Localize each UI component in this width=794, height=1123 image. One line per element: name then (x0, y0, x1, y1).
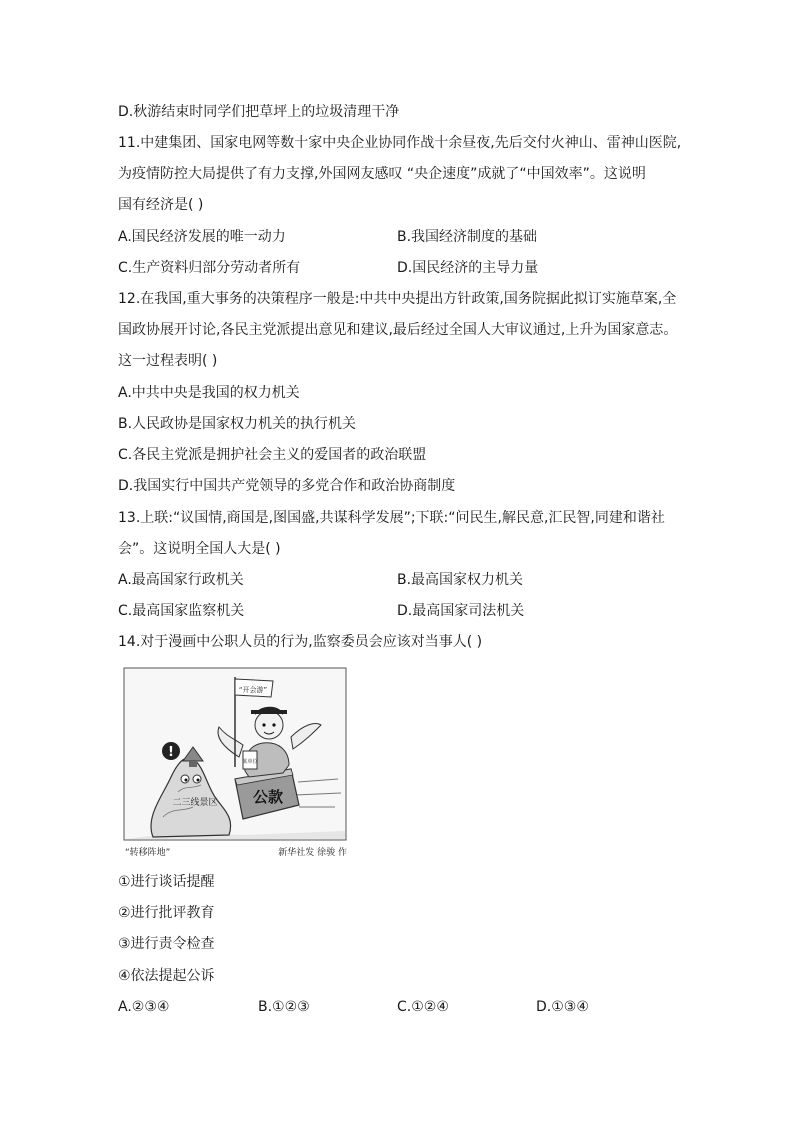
q14-item-3: ③进行责令检查 (118, 936, 215, 952)
q13-option-d: D.最高国家司法机关 (397, 603, 525, 619)
q12-stem-line-1: 12.在我国,重大事务的决策程序一般是:中共中央提出方针政策,国务院据此拟订实施草案,全 (118, 291, 677, 307)
q11-stem-line-2: 为疫情防控大局提供了有力支撑,外国网友感叹 “央企速度”成就了“中国效率”。这说明 (118, 166, 646, 182)
q12-option-a: A.中共中央是我国的权力机关 (118, 385, 300, 401)
q14-option-d: D.①③④ (536, 999, 589, 1015)
q13-option-c: C.最高国家监察机关 (118, 603, 245, 619)
q12-option-c: C.各民主党派是拥护社会主义的爱国者的政治联盟 (118, 447, 427, 463)
cartoon-caption-right: 新华社发 徐骏 作 (278, 848, 347, 858)
cartoon-caption-left: “转移阵地” (125, 848, 171, 858)
q11-option-c: C.生产资料归部分劳动者所有 (118, 260, 301, 276)
flag-label: “开会游” (238, 686, 268, 694)
mountain-label: 二三线景区 (172, 798, 218, 808)
q14-option-c: C.①②④ (397, 999, 449, 1015)
svg-text:某单位: 某单位 (242, 759, 258, 765)
q14-item-2: ②进行批评教育 (118, 905, 215, 921)
q10-option-d: D.秋游结束时同学们把草坪上的垃圾清理干净 (118, 104, 400, 120)
q12-option-b: B.人民政协是国家权力机关的执行机关 (118, 416, 357, 432)
q14-item-4: ④依法提起公诉 (118, 968, 215, 984)
q14-option-a: A.②③④ (118, 999, 170, 1015)
svg-text:!: ! (168, 745, 174, 760)
official-head (255, 711, 283, 739)
cartoon-figure (123, 667, 349, 859)
q11-option-b: B.我国经济制度的基础 (397, 229, 538, 245)
q12-stem-line-3: 这一过程表明( ) (118, 353, 218, 369)
q11-stem-line-3: 国有经济是( ) (118, 197, 204, 213)
public-money-label: 公款 (252, 788, 284, 806)
q14-stem: 14.对于漫画中公职人员的行为,监察委员会应该对当事人( ) (118, 634, 483, 650)
q13-stem-line-2: 会”。这说明全国人大是( ) (118, 541, 281, 557)
q13-option-b: B.最高国家权力机关 (397, 572, 524, 588)
q12-option-d: D.我国实行中国共产党领导的多党合作和政治协商制度 (118, 478, 456, 494)
q14-option-b: B.①②③ (258, 999, 310, 1015)
q11-option-d: D.国民经济的主导力量 (397, 260, 539, 276)
q13-stem-line-1: 13.上联:“议国情,商国是,图国盛,共谋科学发展”;下联:“问民生,解民意,汇民智,同建和谐社 (118, 510, 665, 526)
q11-stem-line-1: 11.中建集团、国家电网等数十家中央企业协同作战十余昼夜,先后交付火神山、雷神山医院, (118, 135, 682, 151)
q11-option-a: A.国民经济发展的唯一动力 (118, 229, 286, 245)
q13-option-a: A.最高国家行政机关 (118, 572, 244, 588)
q14-item-1: ①进行谈话提醒 (118, 874, 215, 890)
q12-stem-line-2: 国政协展开讨论,各民主党派提出意见和建议,最后经过全国人大审议通过,上升为国家意志。 (118, 322, 678, 338)
q14-options-row (0, 997, 794, 1019)
